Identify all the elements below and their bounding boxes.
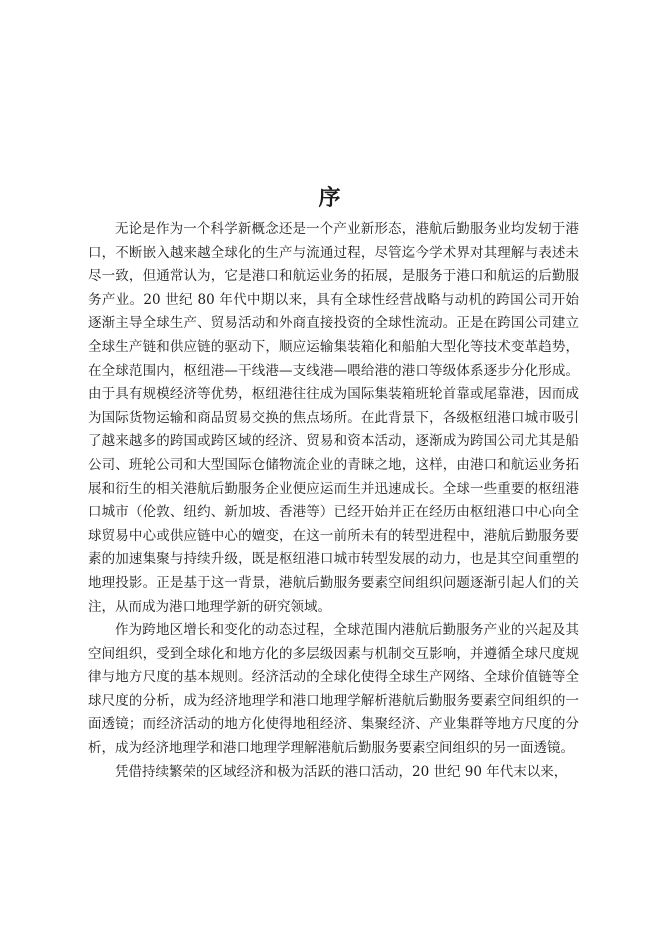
paragraph-3: 凭借持续繁荣的区域经济和极为活跃的港口活动，20 世纪 90 年代末以来，	[115, 763, 568, 780]
page-title: 序	[318, 184, 343, 211]
paragraph-2: 作为跨地区增长和变化的动态过程，全球范围内港航后勤服务产业的兴起及其空间组织，受到全球化和地方化的多层级因素与机制交互影响，并遵循全球尺度规律与地方尺度的基本规则。经济活动的全球化使得全球生产网络、全球价值链等全球尺度的分析，成为经济地理学和港口地理学解析港航后勤服务要素空间组织的一面透镜；而经济活动的地方化使得地租经济、集聚经济、产业集群等地方尺度的分析，成为经济地理学和港口地理学理解港航后勤服务要素空间组织的另一面透镜。	[88, 622, 579, 757]
paragraph-1: 无论是作为一个科学新概念还是一个产业新形态，港航后勤服务业均发轫于港口，不断嵌入越来越全球化的生产与流通过程，尽管迄今学术界对其理解与表述未尽一致，但通常认为，它是港口和航运业务的拓展，是服务于港口和航运的后勤服务产业。20 世纪 80 年代中期以来，具有全球性经营战略与动机的跨国公司开始逐渐主导全球生产、贸易活动和外商直接投资的全球性流动。正是在跨国公司建立全球生产链和供应链的驱动下，顺应运输集装箱化和船舶大型化等技术变革趋势，在全球范围内，枢纽港—干线港—支线港—喂给港的港口等级体系逐步分化形成。由于具有规模经济等优势，枢纽港往往成为国际集装箱班轮首靠或尾靠港，因而成为国际货物运输和商品贸易交换的焦点场所。在此背景下，各级枢纽港口城市吸引了越来越多的跨国或跨区域的经济、贸易和资本活动，逐渐成为跨国公司尤其是船公司、班轮公司和大型国际仓储物流企业的青睐之地，这样，由港口和航运业务拓展和衍生的相关港航后勤服务企业便应运而生并迅速成长。全球一些重要的枢纽港口城市（伦敦、纽约、新加坡、香港等）已经开始并正在经历由枢纽港口中心向全球贸易中心或供应链中心的嬗变，在这一前所未有的转型进程中，港航后勤服务要素的加速集聚与持续升级，既是枢纽港口城市转型发展的动力，也是其空间重塑的地理投影。正是基于这一背景，港航后勤服务要素空间组织问题逐渐引起人们的关注，从而成为港口地理学新的研究领域。	[88, 221, 579, 615]
body-text	[88, 218, 579, 784]
